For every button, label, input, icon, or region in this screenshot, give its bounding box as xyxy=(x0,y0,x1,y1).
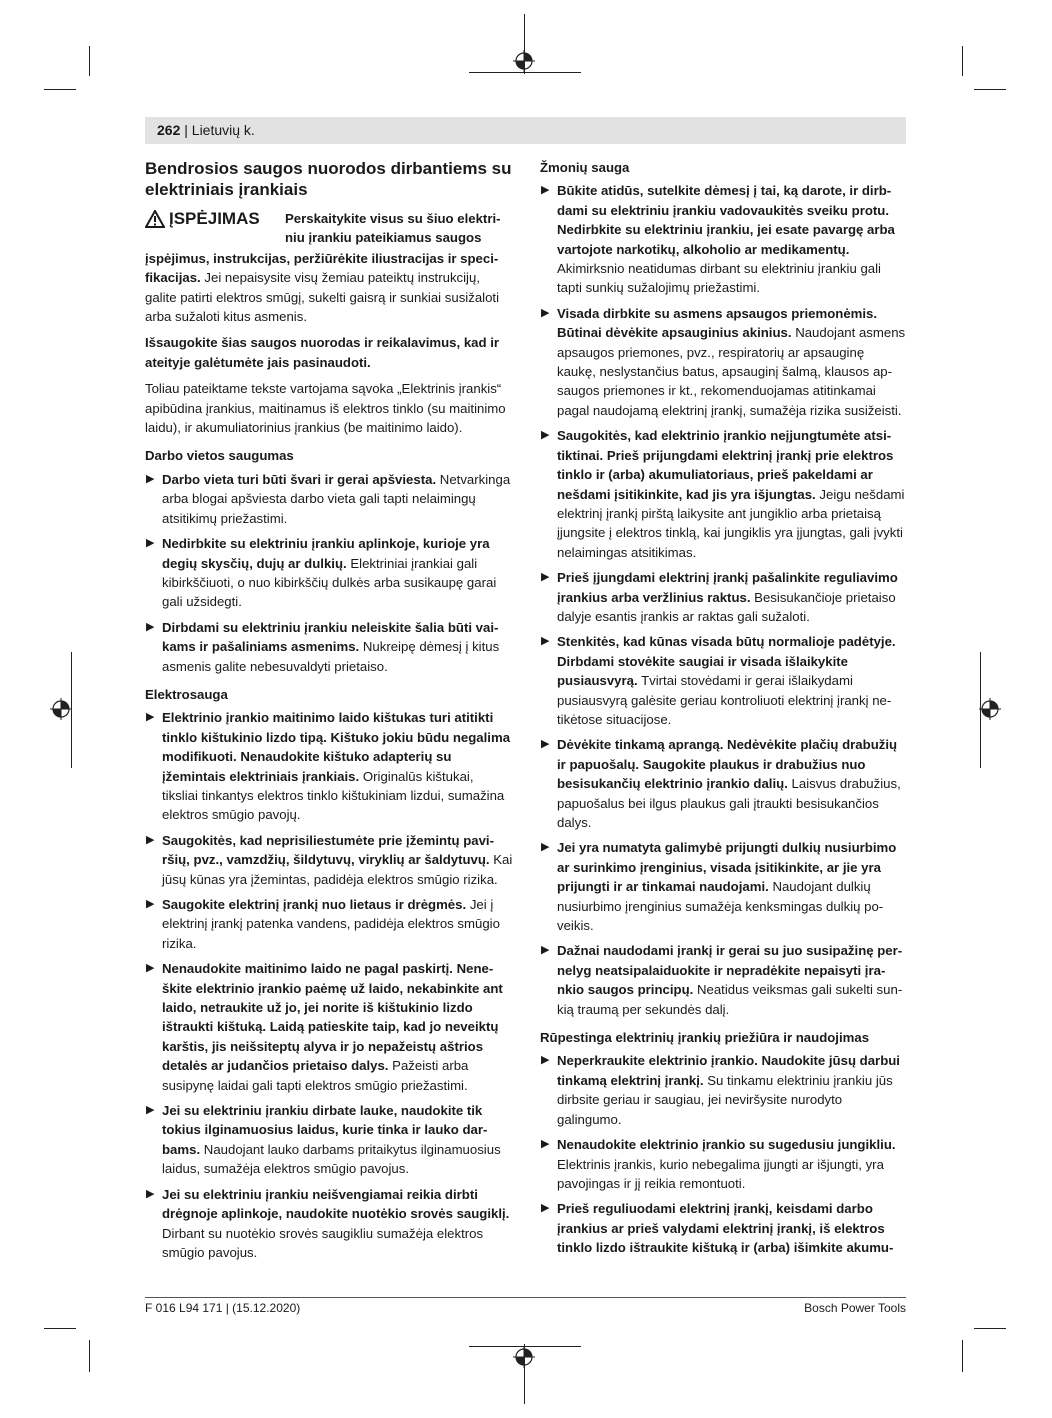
subsection-title: Elektrosauga xyxy=(145,686,228,702)
definition-paragraph: Toliau pateiktame tekste vartojama sąvoka „Elektrinis įrankis“ apibūdina įrankius, maitinamus iš elektros tinklo (su maitinimo laidu), ir akumuliatorinius įrankius (be maitinimo laido). xyxy=(145,381,506,436)
bullet-arrow-icon: ▶ xyxy=(541,841,550,854)
footer-brand: Bosch Power Tools xyxy=(804,1301,906,1315)
work-area-list xyxy=(145,470,513,676)
item-text: Netvarkinga arba blogai apšviesta darbo vieta gali tapti nelaimingų atsitikimų priežastimi. xyxy=(162,471,511,526)
list-item xyxy=(540,1051,906,1129)
list-item xyxy=(540,838,906,935)
footer-rule xyxy=(145,1297,906,1298)
item-text: Naudojant dulkių nusiurbimo įrenginius sumažėja kenksmingas dulkių poveikis. xyxy=(557,879,884,934)
crop-mark xyxy=(469,72,581,73)
page-number: 262 xyxy=(157,122,181,138)
list-item xyxy=(145,1185,513,1263)
item-text: Nukreipę dėmesį į kitus asmenis galite nebesuvaldyti prietaiso. xyxy=(162,639,500,674)
bullet-arrow-icon: ▶ xyxy=(146,898,155,910)
bullet-arrow-icon: ▶ xyxy=(146,537,155,550)
bullet-arrow-icon: ▶ xyxy=(146,1104,155,1117)
bullet-arrow-icon: ▶ xyxy=(146,620,155,633)
item-text: Elektriniai įrankiai gali kibirkščiuoti, o nuo kibirkščių dulkės arba susikaupę garai gali užsidegti. xyxy=(162,555,497,610)
item-text: Kai jūsų kūnas yra įžemintas, padidėja elektros smūgio rizika. xyxy=(162,852,513,887)
item-bold: Dirbdami su elektriniu įrankiu neleiskite šalia būti vaikams ir pašaliniams asmenims. xyxy=(162,619,499,655)
bullet-arrow-icon: ▶ xyxy=(146,472,155,485)
bullet-arrow-icon: ▶ xyxy=(146,962,155,975)
personal-list xyxy=(540,181,906,1019)
item-bold: Saugokitės, kad elektrinio įrankio neįjungtumėte atsitiktinai. Prieš prijungdami elektrinį įrankį prie elektros tinklo ir (arba) akumuliatoriaus, prieš pakeldami ar nešdami įsitikinkite, kad jis yra išjungtas. xyxy=(557,428,894,502)
bullet-arrow-icon: ▶ xyxy=(541,306,550,319)
list-item xyxy=(540,1199,906,1257)
item-bold: Dažnai naudodami įrankį ir gerai su juo susipažinę pernelyg neatsipalaiduokite ir nepradėkite nepaisyti įrankio saugos principų. xyxy=(557,943,903,998)
crop-mark xyxy=(89,1340,90,1372)
registration-target-icon xyxy=(513,50,535,72)
section-title: Bendrosios saugos nuorodos dirbantiems su elektriniais įrankiais xyxy=(145,159,512,199)
item-bold: Elektrinio įrankio maitinimo laido kištukas turi atitikti tinklo kištukinio lizdo tipą. Kištuko jokiu būdu negalima modifikuoti. Nenaudokite kištuko adapterių su įžemintais elektriniais įrankiais. xyxy=(162,710,511,784)
save-note: Išsaugokite šias saugos nuorodas ir reikalavimus, kad ir ateityje galėtumėte jais pasinaudoti. xyxy=(145,335,500,370)
warning-bold: įspėjimus, instrukcijas, peržiūrėkite iliustracijas ir specifikacijas. xyxy=(145,250,499,286)
right-column xyxy=(540,158,906,1264)
list-item xyxy=(540,1135,906,1193)
crop-mark xyxy=(44,89,76,90)
item-text: Elektrinis įrankis, kurio nebegalima įjungti ar išjungti, yra pavojingas ir jį reikia remontuoti. xyxy=(557,1156,884,1191)
item-text: Neatidus veiksmas gali sukelti sunkią traumą per sekundės dalį. xyxy=(557,982,903,1017)
item-text: Naudojant asmens apsaugos priemones, pvz., respiratorių ar apsauginę kaukę, neslystančius batus, apsauginį šalmą, klausos apsaugos priemones ir kt., rekomenduojamas atitinkamai pagal naudojamą elektrinį įrankį, sumažėja rizika susižeisti. xyxy=(557,325,906,418)
page-header xyxy=(145,117,906,144)
bullet-arrow-icon: ▶ xyxy=(541,738,550,751)
item-text: Pažeisti arba susipynę laidai gali tapti elektros smūgio priežastimi. xyxy=(162,1058,469,1093)
list-item xyxy=(540,941,906,1019)
list-item xyxy=(145,831,513,889)
list-item xyxy=(145,470,513,528)
item-bold: Prieš įjungdami elektrinį įrankį pašalinkite reguliavimo įrankius arba veržlinius raktus. xyxy=(557,570,898,605)
crop-mark xyxy=(89,46,90,76)
electrical-list xyxy=(145,708,513,1262)
item-bold: Nedirbkite su elektriniu įrankiu aplinkoje, kurioje yra degių skysčių, dujų ar dulkių. xyxy=(162,536,490,571)
footer-code: F 016 L94 171 | (15.12.2020) xyxy=(145,1301,301,1315)
item-bold: Prieš reguliuodami elektrinį įrankį, keisdami darbo įrankius ar prieš valydami elektrinį įrankį, iš elektros tinklo lizdo ištraukite kištuką ir (arba) išimkite akumu- xyxy=(557,1201,894,1256)
care-list xyxy=(540,1051,906,1257)
bullet-arrow-icon: ▶ xyxy=(541,1054,550,1067)
item-text: Jeigu nešdami elektrinį įrankį pirštą laikysite ant jungiklio arba prietaisą įjungsite į elektros tinklą, kai jungiklis yra įjungtas, gali įvykti nelaimingas atsitikimas. xyxy=(557,486,905,560)
crop-mark xyxy=(974,89,1006,90)
item-bold: Saugokitės, kad neprisiliestumėte prie įžemintų paviršių, pvz., vamzdžių, šildytuvų, viryklių ar šaldytuvų. xyxy=(162,832,494,868)
bullet-arrow-icon: ▶ xyxy=(541,429,550,442)
registration-target-icon xyxy=(979,698,1001,720)
warning-paragraph xyxy=(145,249,513,327)
warning-label-text: ĮSPĖJIMAS xyxy=(169,209,260,228)
registration-target-icon xyxy=(50,698,72,720)
subsection-title: Žmonių sauga xyxy=(540,160,630,175)
registration-target-icon xyxy=(513,1346,535,1368)
bullet-arrow-icon: ▶ xyxy=(541,944,550,957)
bullet-arrow-icon: ▶ xyxy=(541,1138,550,1151)
warning-text: Jei nepaisysite visų žemiau pateiktų instrukcijų, galite patirti elektros smūgį, sukelti gaisrą ir sunkiai susižaloti arba sužaloti kitus asmenis. xyxy=(145,270,500,325)
item-text: Su tinkamu elektriniu įrankiu jūs dirbsite geriau ir saugiau, jei neviršysite nurodyto galingumo. xyxy=(557,1072,893,1127)
item-bold: Būkite atidūs, sutelkite dėmesį į tai, ką darote, ir dirbdami su elektriniu įrankiu vadovaukitės sveiku protu. Nedirbkite su elektriniu įrankiu, jei esate pavargę arba vartojote narkotikų, alkoholio ar medikamentų. xyxy=(557,183,895,257)
list-item xyxy=(540,426,906,562)
list-item xyxy=(145,895,513,953)
crop-mark xyxy=(962,1340,963,1372)
item-bold: Jei yra numatyta galimybė prijungti dulkių nusiurbimo ar surinkimo įrenginius, visada įsitikinkite, ar jie yra prijungti ir ar tinkamai naudojami. xyxy=(557,840,897,895)
list-item xyxy=(540,181,906,297)
bullet-arrow-icon: ▶ xyxy=(541,184,550,197)
left-column xyxy=(145,158,513,1268)
item-bold: Stenkitės, kad kūnas visada būtų normalioje padėtyje. Dirbdami stovėkite saugiai ir visada išlaikykite pusiausvyrą. xyxy=(557,634,896,689)
list-item xyxy=(145,959,513,1095)
subsection-title: Rūpestinga elektrinių įrankių priežiūra ir naudojimas xyxy=(540,1030,870,1046)
item-text: Originalūs kištukai, tiksliai tinkantys elektros tinklo kištukiniam lizdui, sumažina elektros smūgio pavojų. xyxy=(162,768,505,823)
item-text: Tvirtai stovėdami ir gerai išlaikydami pusiausvyrą galėsite geriau kontroliuoti elektrinį įrankį netikėtose situacijose. xyxy=(557,673,892,727)
item-bold: Darbo vieta turi būti švari ir gerai apšviesta. xyxy=(162,471,437,487)
item-bold: Visada dirbkite su asmens apsaugos priemonėmis. Būtinai dėvėkite apsauginius akinius. xyxy=(557,305,878,341)
header-separator: | xyxy=(180,122,192,138)
warning-block xyxy=(145,209,513,248)
warning-head: Perskaitykite visus su šiuo elektriniu įrankiu pateikiamus saugos xyxy=(285,211,501,246)
item-bold: Nenaudokite maitinimo laido ne pagal paskirtį. Neneškite elektrinio įrankio paėmę už laido, nekabinkite ant laido, netraukite už jo, jei norite iš kištukinio lizdo ištraukti kištuką. Laidą patieskite taip, kad jo neveiktų karštis, jis neišsiteptų alyva ir jo nepažeistų aštrios detalės ar judančios prietaiso dalys. xyxy=(162,961,503,1074)
list-item xyxy=(145,534,513,612)
crop-mark xyxy=(962,46,963,76)
item-bold: Nenaudokite elektrinio įrankio su sugedusiu jungikliu. xyxy=(557,1137,896,1153)
bullet-arrow-icon: ▶ xyxy=(541,635,550,648)
item-text: Naudojant lauko darbams pritaikytus ilginamuosius laidus, sumažėja elektros smūgio pavojus. xyxy=(162,1141,501,1177)
item-bold: Jei su elektriniu įrankiu neišvengiamai reikia dirbti drėgnoje aplinkoje, naudokite nuotėkio srovės saugiklį. xyxy=(162,1186,510,1222)
item-text: Besisukančioje prietaiso dalyje esantis įrankis ar raktas gali sužaloti. xyxy=(557,589,896,624)
list-item xyxy=(540,735,906,832)
item-text: Dirbant su nuotėkio srovės saugikliu sumažėja elektros smūgio pavojus. xyxy=(162,1225,484,1260)
warning-triangle-icon xyxy=(145,210,165,228)
crop-mark xyxy=(44,1328,76,1329)
warning-label xyxy=(145,209,285,229)
bullet-arrow-icon: ▶ xyxy=(146,1187,155,1200)
bullet-arrow-icon: ▶ xyxy=(146,711,155,724)
item-text: Akimirksnio neatidumas dirbant su elektriniu įrankiu gali tapti sunkių sužalojimų priežastimi. xyxy=(557,261,881,296)
item-text: Jei į elektrinį įrankį patenka vandens, padidėja elektros smūgio rizika. xyxy=(162,897,500,951)
item-bold: Jei su elektriniu įrankiu dirbate lauke, naudokite tik tokius ilginamuosius laidus, kurie tinka ir lauko darbams. xyxy=(162,1103,488,1157)
list-item xyxy=(145,1101,513,1179)
bullet-arrow-icon: ▶ xyxy=(146,833,155,846)
list-item xyxy=(145,708,513,824)
item-bold: Neperkraukite elektrinio įrankio. Naudokite jūsų darbui tinkamą elektrinį įrankį. xyxy=(557,1053,900,1088)
bullet-arrow-icon: ▶ xyxy=(541,571,550,584)
crop-mark xyxy=(974,1328,1006,1329)
header-language: Lietuvių k. xyxy=(191,122,255,138)
bullet-arrow-icon: ▶ xyxy=(541,1202,550,1215)
list-item xyxy=(145,618,513,676)
item-bold: Dėvėkite tinkamą aprangą. Nedėvėkite plačių drabužių ir papuošalų. Saugokite plaukus ir drabužius nuo besisukančių elektrinio įrankio dalių. xyxy=(557,737,898,792)
list-item xyxy=(540,304,906,420)
list-item xyxy=(540,568,906,626)
item-text: Laisvus drabužius, papuošalus bei ilgus plaukus gali įtraukti besisukančios dalys. xyxy=(557,776,901,830)
list-item xyxy=(540,632,906,729)
item-bold: Saugokite elektrinį įrankį nuo lietaus ir drėgmės. xyxy=(162,897,467,912)
subsection-title: Darbo vietos saugumas xyxy=(145,448,294,464)
